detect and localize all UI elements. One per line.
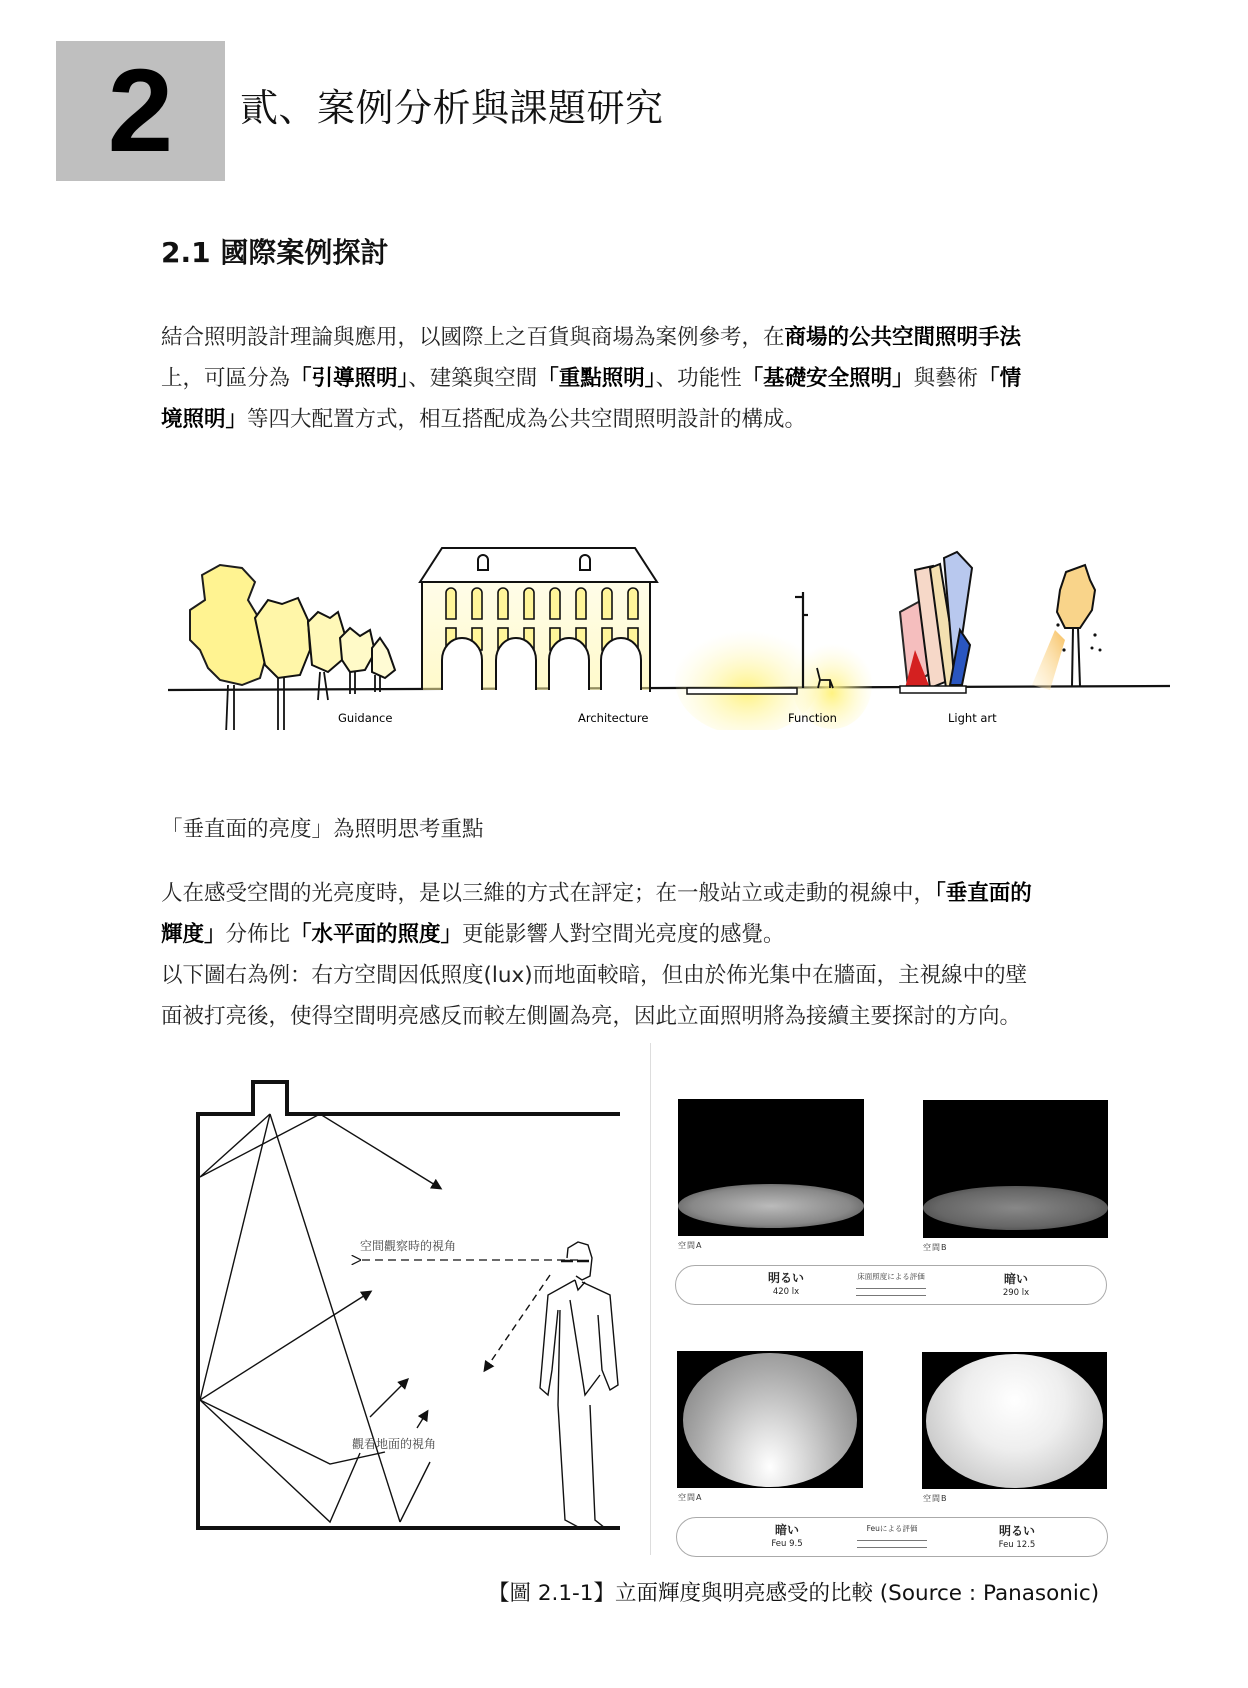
double-arrow-icon [857, 1540, 927, 1548]
photo-space-a-wall [677, 1351, 863, 1488]
light-reflection-diagram [190, 1070, 630, 1540]
body-text: 上，可區分為 [161, 366, 291, 391]
eval-left-main: 明るい [767, 1271, 804, 1285]
feu-evaluation-bar [676, 1517, 1108, 1557]
body-text: 與藝術 [913, 366, 979, 391]
chapter-number: 2 [107, 45, 174, 177]
body-text: 、功能性 [655, 366, 742, 391]
light-art-sculpture [900, 552, 972, 693]
label-space-b-bottom: 空間B [923, 1494, 948, 1503]
body-text: 、建築與空間 [408, 366, 538, 391]
figure-caption: 【圖 2.1-1】立面輝度與明亮感受的比較 (Source : Panasonic) [488, 1581, 1100, 1606]
emphasis-text: 輝度」 [161, 922, 226, 947]
label-guidance: Guidance [338, 711, 393, 725]
feu-left-value: Feu 9.5 [771, 1539, 803, 1549]
label-light-art: Light art [948, 711, 997, 725]
paragraph-line [161, 996, 1181, 1037]
eval-right-value: 290 lx [1002, 1288, 1030, 1298]
paragraph-line [161, 399, 1181, 440]
emphasis-text: 「水平面的照度」 [290, 922, 463, 947]
section-title: 2.1 國際案例探討 [161, 236, 389, 269]
person-figure [540, 1242, 618, 1528]
label-space-a-bottom: 空間A [678, 1493, 703, 1502]
building [420, 548, 657, 692]
emphasis-text: 商場的公共空間照明手法 [784, 325, 1022, 350]
lighting-types-illustration [160, 500, 1170, 730]
photo-space-a-floor [678, 1099, 864, 1236]
emphasis-text: 「垂直面的 [935, 881, 1032, 906]
subheading: 「垂直面的亮度」為照明思考重點 [161, 817, 484, 842]
right-tree [1032, 565, 1102, 690]
paragraph-line [161, 955, 1181, 996]
emphasis-text: 「引導照明」 [290, 366, 409, 391]
paragraph-line [161, 358, 1181, 399]
chapter-title: 貳、案例分析與課題研究 [240, 86, 664, 130]
illuminance-evaluation-bar [675, 1265, 1107, 1305]
figure-divider [650, 1043, 651, 1555]
photo-space-b-wall [922, 1352, 1107, 1489]
label-space-view-angle: 空間觀察時的視角 [360, 1239, 457, 1253]
paragraph-line [161, 873, 1181, 914]
function-lighting [675, 592, 872, 730]
label-space-a-top: 空間A [678, 1241, 703, 1250]
emphasis-text: 境照明」 [161, 407, 248, 432]
body-text: 更能影響人對空間光亮度的感覺。 [462, 922, 785, 947]
lighting-types-sketch [160, 500, 1170, 730]
label-function: Function [788, 711, 837, 725]
body-text: 結合照明設計理論與應用，以國際上之百貨與商場為案例參考，在 [161, 325, 785, 350]
paragraph-line [161, 914, 1181, 955]
emphasis-text: 「重點照明」 [537, 366, 656, 391]
feu-middle-label: Feuによる評価 [866, 1524, 918, 1533]
photo-space-b-floor [923, 1100, 1108, 1238]
eval-left-value: 420 lx [772, 1287, 800, 1297]
body-text: 分佈比 [225, 922, 291, 947]
body-text: 人在感受空間的光亮度時，是以三維的方式在評定；在一般站立或走動的視線中， [161, 881, 936, 906]
label-floor-view-angle: 觀看地面的視角 [352, 1437, 437, 1451]
emphasis-text: 「基礎安全照明」 [741, 366, 914, 391]
label-space-b-top: 空間B [923, 1243, 948, 1252]
emphasis-text: 「情 [978, 366, 1022, 391]
vertical-brightness-paragraph [161, 873, 1181, 1037]
double-arrow-icon [856, 1288, 926, 1296]
intro-paragraph [161, 317, 1181, 440]
feu-left-main: 暗い [774, 1523, 799, 1537]
paragraph-line [161, 317, 1181, 358]
body-text: 等四大配置方式，相互搭配成為公共空間照明設計的構成。 [247, 407, 807, 432]
feu-right-value: Feu 12.5 [998, 1540, 1036, 1550]
feu-right-main: 明るい [998, 1524, 1035, 1538]
label-architecture: Architecture [578, 711, 649, 725]
body-text: 面被打亮後，使得空間明亮感反而較左側圖為亮，因此立面照明將為接續主要探討的方向。 [161, 1004, 1022, 1029]
eval-middle-label: 床面照度による評価 [857, 1272, 925, 1281]
eval-right-main: 暗い [1003, 1272, 1028, 1286]
body-text: 以下圖右為例：右方空間因低照度(lux)而地面較暗，但由於佈光集中在牆面，主視線中的壁 [161, 963, 1028, 988]
room-section-sketch [190, 1070, 630, 1540]
guidance-trees [190, 565, 395, 730]
